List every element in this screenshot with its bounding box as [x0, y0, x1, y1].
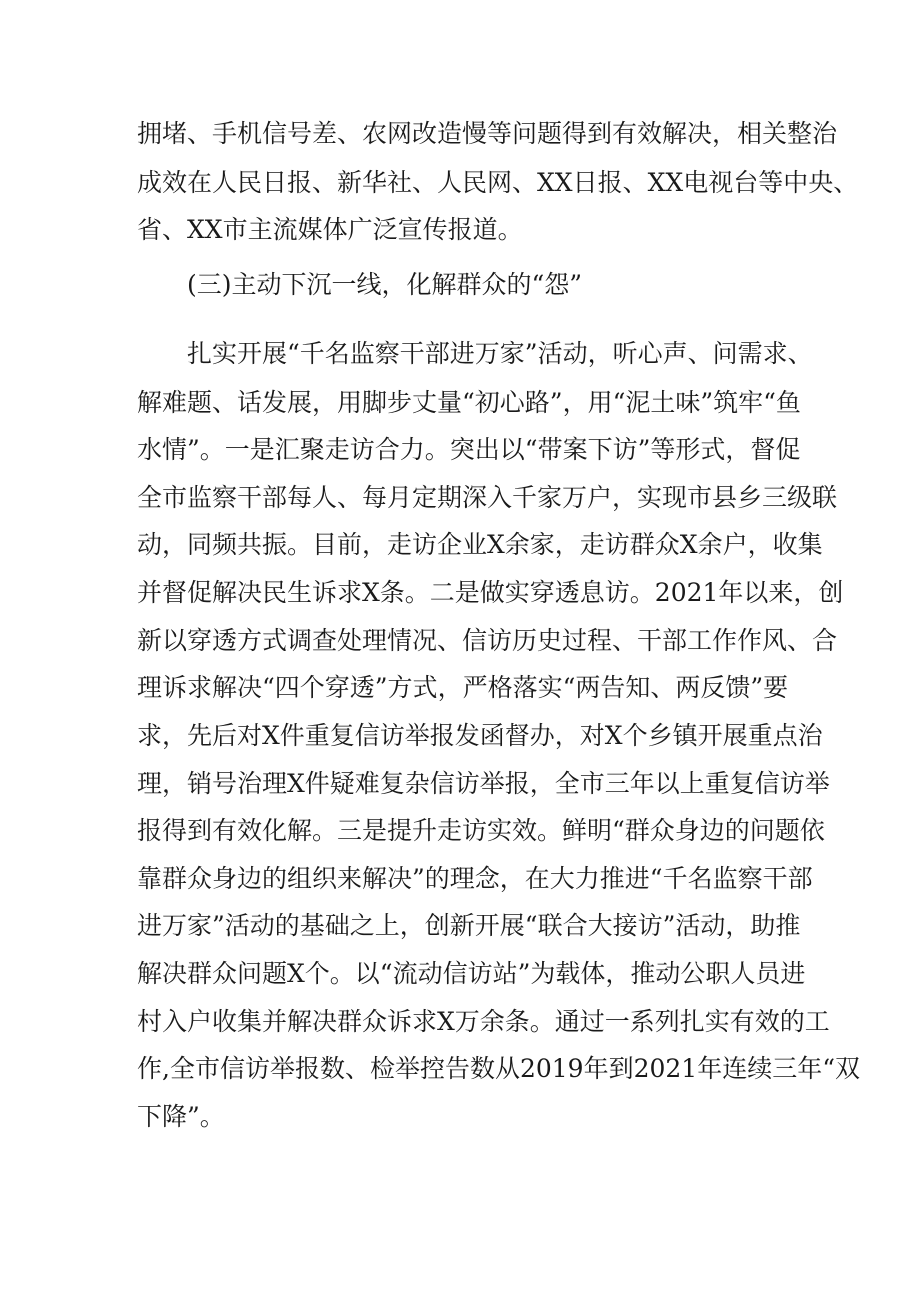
paragraph-2-line-16: 作,全市信访举报数、检举控告数从2019年到2021年连续三年“双	[137, 1054, 860, 1083]
paragraph-2-line-7: 新以穿透方式调查处理情况、信访历史过程、干部工作作风、合	[137, 626, 838, 655]
paragraph-2-line-17: 下降”。	[137, 1102, 225, 1131]
paragraph-2-line-3: 水情”。一是汇聚走访合力。突出以“带案下访”等形式，督促	[137, 435, 801, 464]
paragraph-2-line-1: 扎实开展“千名监察干部进万家”活动，听心声、问需求、	[187, 339, 813, 368]
paragraph-1-line-1: 拥堵、手机信号差、农网改造慢等问题得到有效解决，相关整治	[137, 119, 838, 148]
paragraph-2-line-10: 理，销号治理X件疑难复杂信访举报，全市三年以上重复信访举	[137, 769, 830, 798]
paragraph-2-line-5: 动，同频共振。目前，走访企业X余家，走访群众X余户，收集	[137, 530, 823, 559]
section-heading: (三)主动下沉一线，化解群众的“怨”	[187, 270, 583, 299]
paragraph-2-line-11: 报得到有效化解。三是提升走访实效。鲜明“群众身边的问题依	[137, 816, 825, 845]
paragraph-2-line-8: 理诉求解决“四个穿透”方式，严格落实“两告知、两反馈”要	[137, 673, 789, 702]
paragraph-2-line-12: 靠群众身边的组织来解决”的理念，在大力推进“千名监察干部	[137, 864, 813, 893]
paragraph-2-line-6: 并督促解决民生诉求X条。二是做实穿透息访。2021年以来，创	[137, 578, 844, 607]
paragraph-2-line-15: 村入户收集并解决群众诉求X万余条。通过一系列扎实有效的工	[137, 1007, 830, 1036]
paragraph-2-line-4: 全市监察干部每人、每月定期深入千家万户，实现市县乡三级联	[137, 483, 838, 512]
paragraph-1-line-3: 省、XX市主流媒体广泛宣传报道。	[137, 215, 523, 244]
paragraph-1-line-2: 成效在人民日报、新华社、人民网、XX日报、XX电视台等中央、	[137, 168, 859, 197]
paragraph-2-line-2: 解难题、话发展，用脚步丈量“初心路”，用“泥土味”筑牢“鱼	[137, 388, 801, 417]
paragraph-2-line-9: 求，先后对X件重复信访举报发函督办，对X个乡镇开展重点治	[137, 721, 823, 750]
paragraph-2-line-14: 解决群众问题X个。以“流动信访站”为载体，推动公职人员进	[137, 959, 806, 988]
paragraph-2-line-13: 进万家”活动的基础之上，创新开展“联合大接访”活动，助推	[137, 911, 801, 940]
